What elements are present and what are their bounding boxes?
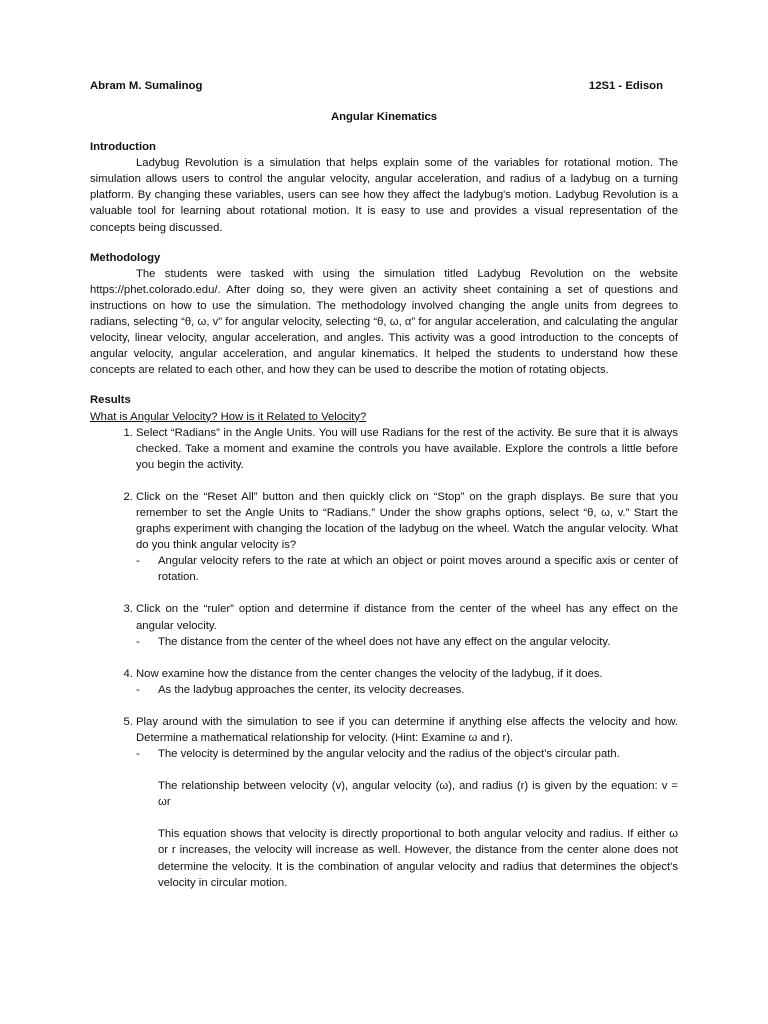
document-header [90,78,678,94]
results-subheading: What is Angular Velocity? How is it Related to Velocity? [90,410,367,423]
dash-bullet: - [136,635,140,648]
answer-text: The velocity is determined by the angular velocity and the radius of the object's circular path. [158,748,620,761]
introduction-heading: Introduction [90,141,156,154]
document-page [90,78,678,907]
answer-text: The relationship between velocity (v), angular velocity (ω), and radius (r) is given by the equation: v = ωr [158,780,678,809]
answer-text: The distance from the center of the wheel does not have any effect on the angular velocity. [158,635,611,648]
question-text: Play around with the simulation to see if you can determine if anything else affects the velocity and how. Determine a mathematical relationship for velocity. (Hint: Examine ω and r). [136,715,678,744]
dash-bullet: - [136,683,140,696]
question-item [136,489,678,586]
answer-list [136,746,678,891]
document-title: Angular Kinematics [330,111,438,123]
question-text: Click on the “Reset All” button and then quickly click on “Stop” on the graph displays. Be sure that you remember to set the Angle Units to “Radians.” Under the show graphs options, select “θ, ω, v.” Start the graphs experiment with changing the location of the ladybug on the wheel. Watch the angular velocity. What do you think angular velocity is? [136,490,678,552]
answer-list [136,634,678,650]
answer-item [136,634,678,650]
question-text: Select “Radians” in the Angle Units. You will use Radians for the rest of the activity. Be sure that it is always checked. Take a moment and examine the controls you have available. Explore the controls a little before you begin the activity. [136,426,678,471]
question-text: Now examine how the distance from the center changes the velocity of the ladybug, if it does. [136,667,603,680]
answer-text: This equation shows that velocity is directly proportional to both angular velocity and radius. If either ω or r increases, the velocity will increase as well. However, the distance from the center alone does not determine the velocity. It is the combination of angular velocity and radius that determines the object's velocity in circular motion. [158,828,678,889]
question-list [90,425,678,891]
answer-item [136,553,678,585]
methodology-paragraph: The students were tasked with using the simulation titled Ladybug Revolution on the website https://phet.colorado.edu/. After doing so, they were given an activity sheet containing a set of questions and instructions on how to use the simulation. The methodology involved changing the angle units from degrees to radians, selecting “θ, ω, v” for angular velocity, selecting “θ, ω, α” for angular acceleration, and calculating the angular velocity, linear velocity, angular acceleration, and angles. This activity was a good introduction to the concepts of angular velocity, angular acceleration, and angular kinematics. It helped the students to understand how these concepts are related to each other, and how they can be used to describe the motion of rotating objects. [90,267,678,377]
answer-text: As the ladybug approaches the center, its velocity decreases. [158,683,465,696]
question-item [136,666,678,698]
methodology-heading: Methodology [90,251,161,264]
question-text: Click on the “ruler” option and determine if distance from the center of the wheel has any effect on the angular velocity. [136,603,678,632]
question-item [136,714,678,891]
dash-bullet: - [136,555,140,568]
question-item [136,601,678,649]
answer-item [136,746,678,891]
author-name: Abram M. Sumalinog [90,80,203,92]
dash-bullet: - [136,748,140,761]
question-item [136,425,678,473]
answer-list [136,553,678,585]
answer-text: Angular velocity refers to the rate at which an object or point moves around a specific axis or center of rotation. [158,555,678,584]
class-section: 12S1 - Edison [588,80,663,92]
answer-list [136,682,678,698]
answer-item [136,682,678,698]
introduction-paragraph: Ladybug Revolution is a simulation that helps explain some of the variables for rotational motion. The simulation allows users to control the angular velocity, angular acceleration, and radius of a ladybug on a turning platform. By changing these variables, users can see how they affect the ladybug's motion. Ladybug Revolution is a valuable tool for learning about rotational motion. It is easy to use and provides a visual representation of the concepts being discussed. [90,157,678,234]
results-heading: Results [90,394,131,407]
